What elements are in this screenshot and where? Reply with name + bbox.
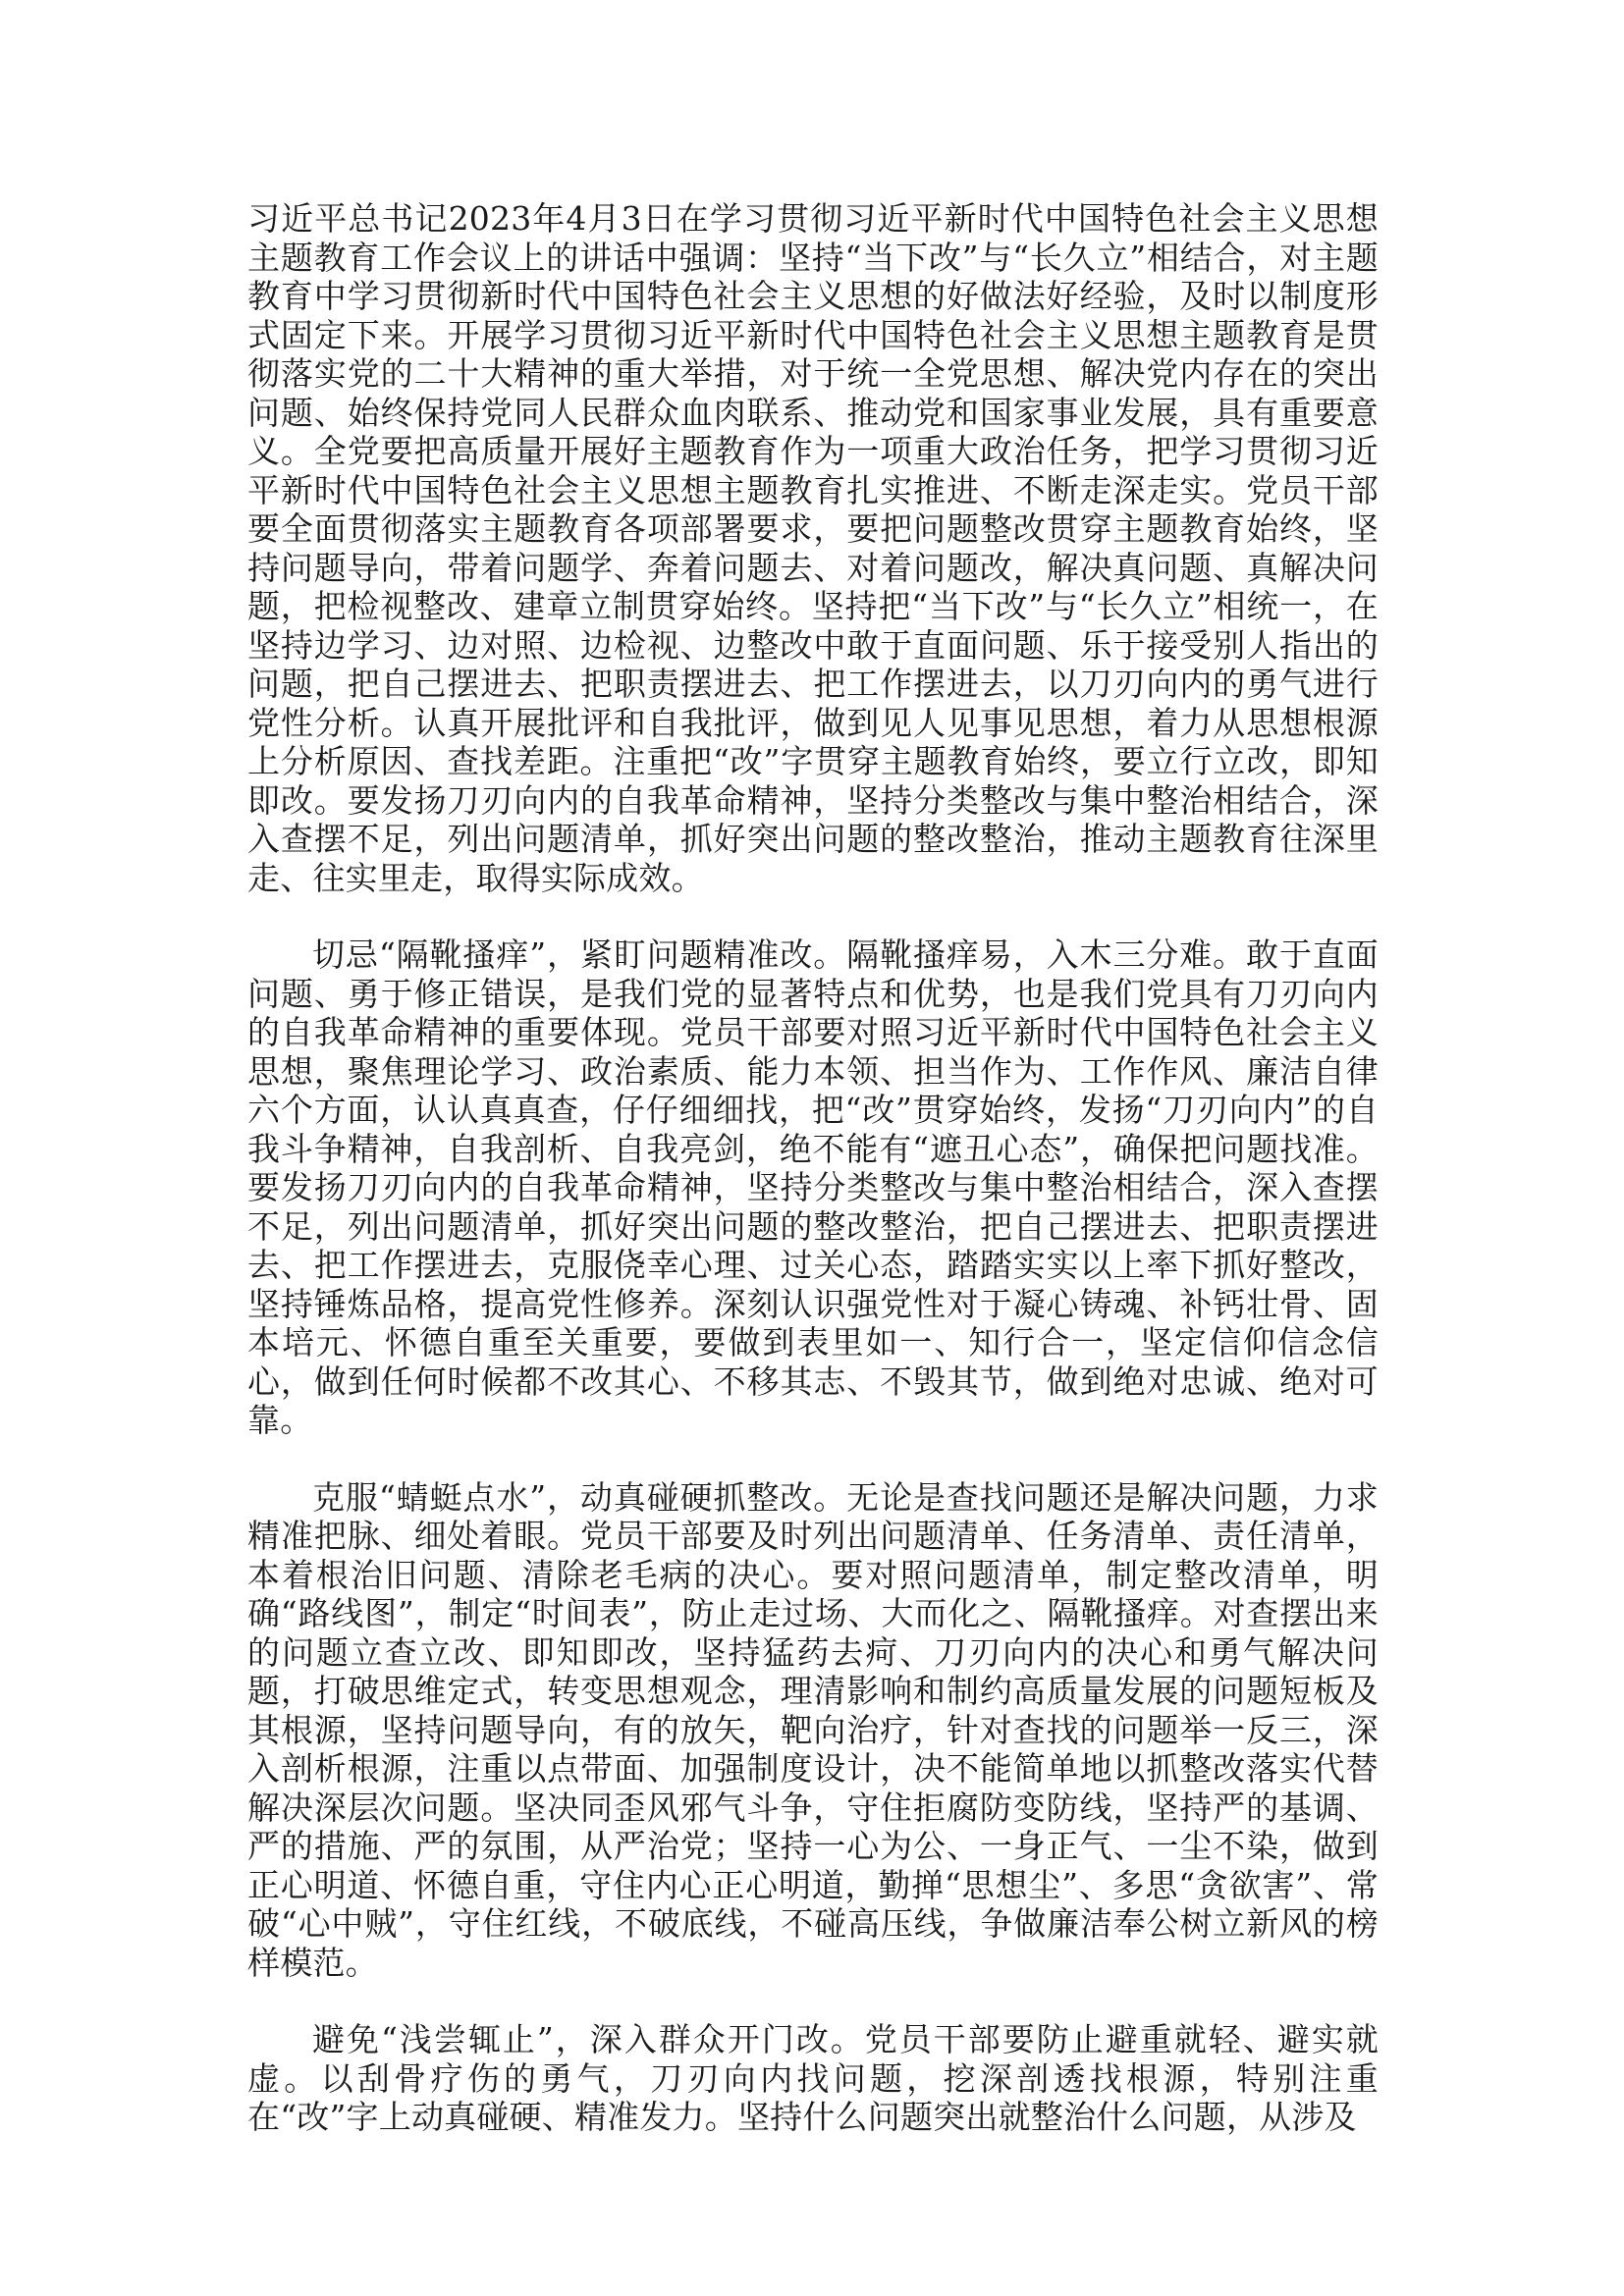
document-body (247, 199, 1379, 2175)
paragraph-intro: 习近平总书记2023年4月3日在学习贯彻习近平新时代中国特色社会主义思想主题教育工作会议上的讲话中强调：坚持“当下改”与“长久立”相结合，对主题教育中学习贯彻新时代中国特色社会主义思想的好做法好经验，及时以制度形式固定下来。开展学习贯彻习近平新时代中国特色社会主义思想主题教育是贯彻落实党的二十大精神的重大举措，对于统一全党思想、解决党内存在的突出问题、始终保持党同人民群众血肉联系、推动党和国家事业发展，具有重要意义。全党要把高质量开展好主题教育作为一项重大政治任务，把学习贯彻习近平新时代中国特色社会主义思想主题教育扎实推进、不断走深走实。党员干部要全面贯彻落实主题教育各项部署要求，要把问题整改贯穿主题教育始终，坚持问题导向，带着问题学、奔着问题去、对着问题改，解决真问题、真解决问题，把检视整改、建章立制贯穿始终。坚持把“当下改”与“长久立”相统一，在坚持边学习、边对照、边检视、边整改中敢于直面问题、乐于接受别人指出的问题，把自己摆进去、把职责摆进去、把工作摆进去，以刀刃向内的勇气进行党性分析。认真开展批评和自我批评，做到见人见事见思想，着力从思想根源上分析原因、查找差距。注重把“改”字贯穿主题教育始终，要立行立改，即知即改。要发扬刀刃向内的自我革命精神，坚持分类整改与集中整治相结合，深入查摆不足，列出问题清单，抓好突出问题的整改整治，推动主题教育往深里走、往实里走，取得实际成效。 (247, 199, 1379, 897)
paragraph-hard-rectification: 克服“蜻蜓点水”，动真碰硬抓整改。无论是查找问题还是解决问题，力求精准把脉、细处着眼。党员干部要及时列出问题清单、任务清单、责任清单，本着根治旧问题、清除老毛病的决心。要对照问题清单，制定整改清单，明确“路线图”，制定“时间表”，防止走过场、大而化之、隔靴搔痒。对查摆出来的问题立查立改、即知即改，坚持猛药去疴、刀刃向内的决心和勇气解决问题，打破思维定式，转变思想观念，理清影响和制约高质量发展的问题短板及其根源，坚持问题导向，有的放矢，靶向治疗，针对查找的问题举一反三，深入剖析根源，注重以点带面、加强制度设计，决不能简单地以抓整改落实代替解决深层次问题。坚决同歪风邪气斗争，守住拒腐防变防线，坚持严的基调、严的措施、严的氛围，从严治党；坚持一心为公、一身正气、一尘不染，做到正心明道、怀德自重，守住内心正心明道，勤掸“思想尘”、多思“贪欲害”、常破“心中贼”，守住红线，不破底线，不碰高压线，争做廉洁奉公树立新风的榜样模范。 (247, 1477, 1379, 1982)
paragraph-precise-rectification: 切忌“隔靴搔痒”，紧盯问题精准改。隔靴搔痒易，入木三分难。敢于直面问题、勇于修正错误，是我们党的显著特点和优势，也是我们党具有刀刃向内的自我革命精神的重要体现。党员干部要对照习近平新时代中国特色社会主义思想，聚焦理论学习、政治素质、能力本领、担当作为、工作作风、廉洁自律六个方面，认认真真查，仔仔细细找，把“改”贯穿始终，发扬“刀刃向内”的自我斗争精神，自我剖析、自我亮剑，绝不能有“遮丑心态”，确保把问题找准。要发扬刀刃向内的自我革命精神，坚持分类整改与集中整治相结合，深入查摆不足，列出问题清单，抓好突出问题的整改整治，把自己摆进去、把职责摆进去、把工作摆进去，克服侥幸心理、过关心态，踏踏实实以上率下抓好整改，坚持锤炼品格，提高党性修养。深刻认识强党性对于凝心铸魂、补钙壮骨、固本培元、怀德自重至关重要，要做到表里如一、知行合一，坚定信仰信念信心，做到任何时候都不改其心、不移其志、不毁其节，做到绝对忠诚、绝对可靠。 (247, 935, 1379, 1439)
paragraph-open-rectification: 避免“浅尝辄止”，深入群众开门改。党员干部要防止避重就轻、避实就虚。以刮骨疗伤的勇气，刀刃向内找问题，挖深剖透找根源，特别注重在“改”字上动真碰硬、精准发力。坚持什么问题突出就整治什么问题，从涉及 (247, 2020, 1379, 2136)
